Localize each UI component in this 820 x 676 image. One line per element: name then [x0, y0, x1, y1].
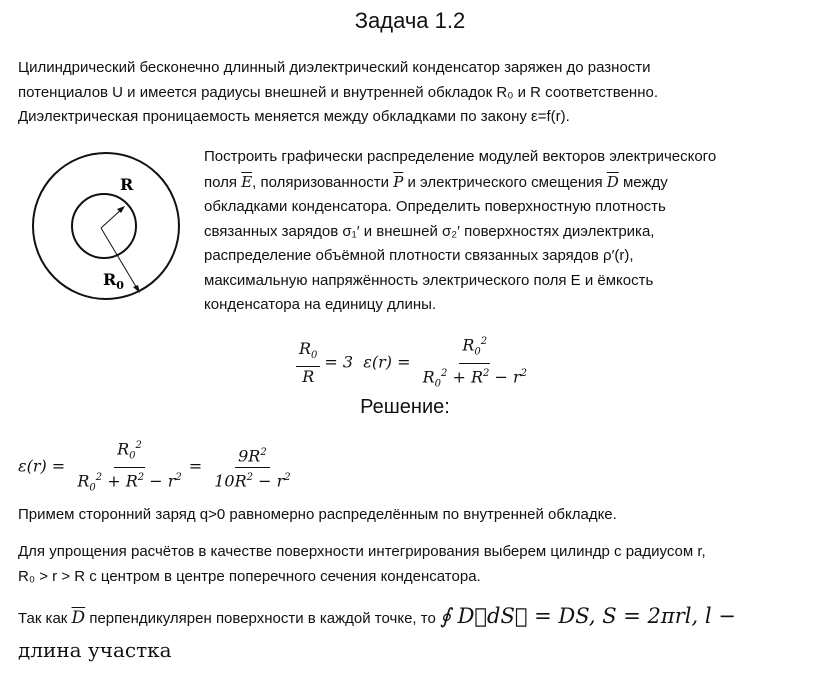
- task-line: распределение объёмной плотности связанных зарядов ρ′(r),: [204, 247, 634, 264]
- paragraph-line: Для упрощения расчётов в качестве поверхности интегрирования выберем цилиндр с радиусом r,: [18, 543, 706, 560]
- paragraph-gauss-end: длина участка: [18, 638, 172, 662]
- solution-title: Решение:: [360, 396, 450, 418]
- intro-line: Диэлектрическая проницаемость меняется между обкладками по закону ε=f(r).: [18, 108, 570, 125]
- solution-formula: ε(r) = $\frac{R_0^2}{R_0^2 + R^2 - r^2}$ = $\frac{9R^2}{10R^2 - r^2}$: [18, 436, 298, 498]
- paragraph-line: R₀ > r > R с центром в центре поперечного сечения конденсатора.: [18, 567, 481, 585]
- paragraph-gauss: Так как $\overline{D}$ перпендикулярен поверхности в каждой точке, то ∮ D⃗dS⃗ = DS, S = 2πrl, l −: [18, 604, 736, 628]
- task-line: поля $\overline{E}$, поляризованности $\overline{P}$ и электрического смещения $\overline{D}$ между: [204, 172, 668, 191]
- paragraph-surface: [18, 540, 706, 589]
- intro: [18, 56, 658, 130]
- task-text: [204, 145, 716, 318]
- task-line: конденсатора на единицу длины.: [204, 296, 437, 313]
- task-line: максимальную напряжённость электрического поля E и ёмкость: [204, 271, 654, 289]
- outer-radius-label: $R_0$: [103, 270, 124, 292]
- paragraph-charge: Примем сторонний заряд q>0 равномерно распределённым по внутренней обкладке.: [18, 506, 617, 523]
- page-title: Задача 1.2: [354, 8, 466, 33]
- task-line: Построить графически распределение модулей векторов электрического: [204, 148, 717, 165]
- intro-line: потенциалов U и имеется радиусы внешней и внутренней обкладок R₀ и R соответственно.: [18, 83, 658, 101]
- given-formula: $\frac{R_0}{R}$ = 3 ε(r) = $\frac{R_0^2}{R_0^2 + R^2 - r^2}$: [292, 332, 534, 394]
- capacitor-figure: [0, 140, 200, 310]
- inner-radius-label: R: [120, 175, 134, 194]
- task-line: связанных зарядов σ₁′ и внешней σ₂′ поверхностях диэлектрика,: [204, 222, 655, 240]
- inner-plate: [72, 194, 136, 258]
- intro-line: Цилиндрический бесконечно длинный диэлектрический конденсатор заряжен до разности: [18, 59, 651, 76]
- task-line: обкладками конденсатора. Определить поверхностную плотность: [204, 198, 666, 215]
